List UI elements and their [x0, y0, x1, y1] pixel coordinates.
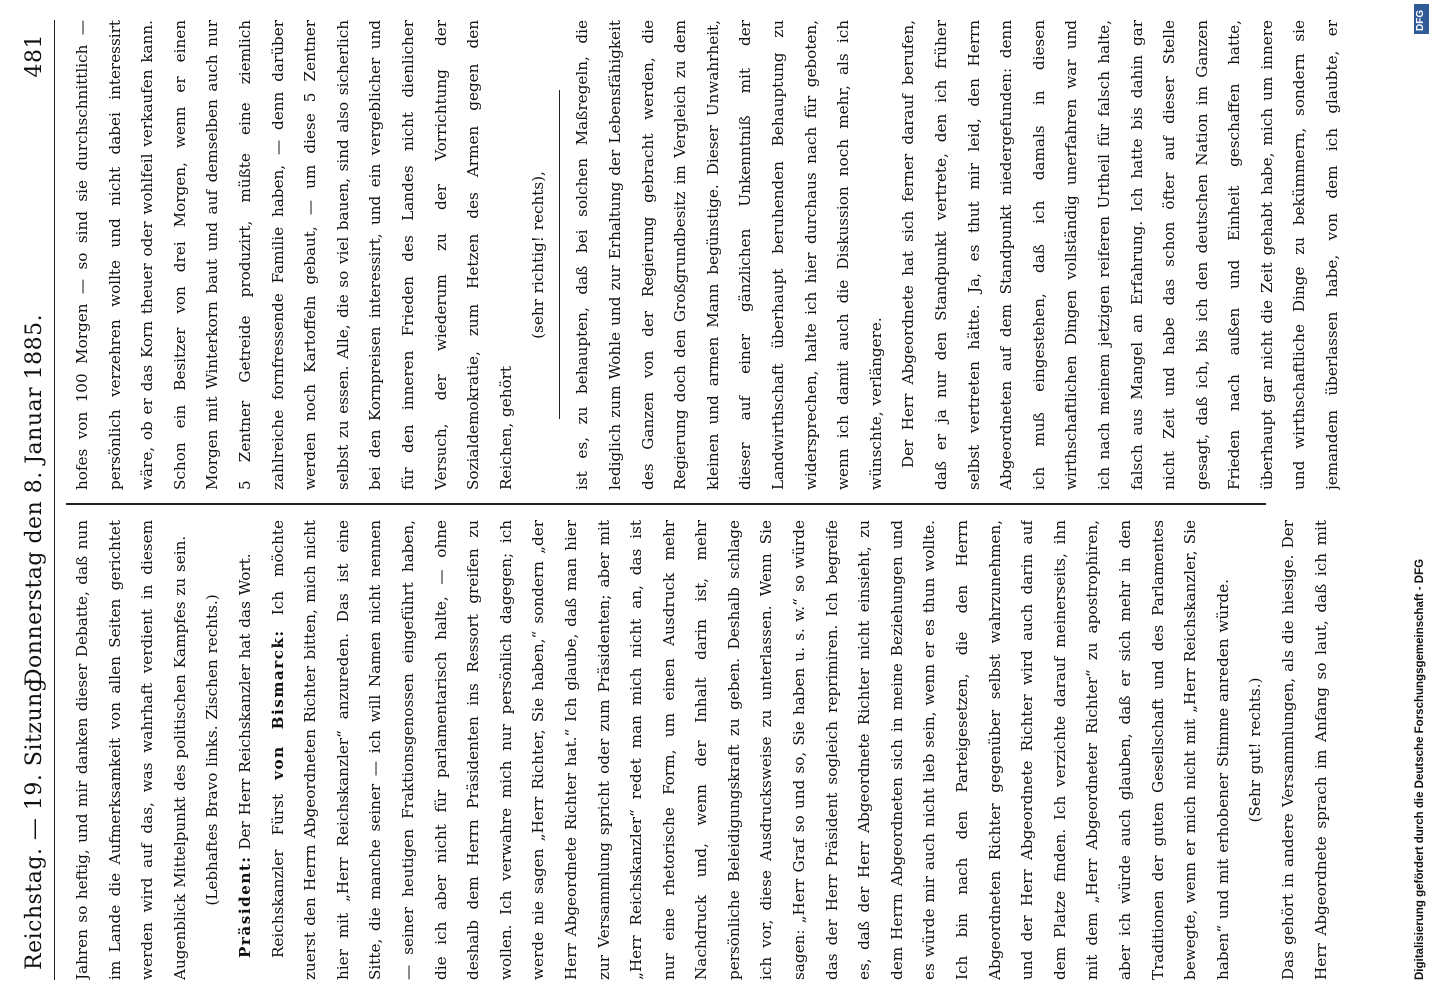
speaker-name: Präsident: — [235, 855, 254, 958]
dfg-logo-text: DFG — [1415, 9, 1426, 31]
speaker-name: von Bismarck: — [268, 629, 287, 780]
paragraph — [229, 520, 262, 980]
digitization-credit — [1411, 0, 1431, 1000]
paragraph: Das gehört in andere Versammlungen, als die hiesige. Der Herr Abgeordnete sprach im Anfang so laut, daß ich mit — [1278, 520, 1330, 980]
column-right — [66, 20, 1346, 490]
speaker-title: Reichskanzler Fürst — [268, 793, 287, 958]
reaction-note: (Lebhaftes Bravo links. Zischen rechts.) — [203, 594, 222, 906]
credit-text: Digitalisierung gefördert durch die Deutsche Forschungsgemeinschaft - DFG — [1414, 558, 1426, 980]
paragraph-text: Der Herr Reichskanzler hat das Wort. — [235, 553, 254, 850]
paragraph: Der Herr Abgeordnete hat sich ferner darauf berufen, daß er ja nur den Standpunkt vertrete, den ich früher selbst vertreten hätte. Ja, es thut mir leid, den Herrn Abgeordneten auf dem Standpunkt niedergefunden: denn ich muß eingestehen, daß ich damals in diesen wirthschaftlichen Dingen vollständig unerfahren war und ich nach meinem jetzigen reiferen Urtheil für falsch halte, falsch aus Mangel an Erfahrung. Ich hatte bis dahin gar nicht Zeit und habe das schon öfter auf dieser Stelle gesagt, daß ich, bis ich den deutschen Nation im Ganzen Frieden nach außen und Einheit geschaffen hatte, überhaupt gar nicht die Zeit gehabt habe, mich um innere und wirthschaftliche Dinge zu bekümmern, sondern sie jemandem überlassen habe, von dem ich glaubte, er — [899, 20, 1342, 490]
column-divider — [66, 504, 1266, 506]
dfg-logo — [1414, 4, 1429, 34]
paragraph — [262, 520, 1240, 980]
header-date: Donnerstag den 8. Januar 1885. — [22, 313, 47, 687]
separator-line — [559, 91, 561, 420]
page-header — [18, 20, 55, 980]
header-session: Reichstag. — 19. Sitzung. — [22, 670, 47, 970]
paragraph: hofes von 100 Morgen — so sind sie durchschnittlich — persönlich verzehren wollte und nicht dabei interessirt wäre, ob er das Korn theuer oder wohlfeil verkaufen kann. Schon ein Besitzer von drei Morgen, wenn er einen Morgen mit Winterkorn baut und auf demselben auch nur 5 Zentner Getreide produzirt, müßte eine ziemlich zahlreiche fornfressende Familie haben, — denn darüber werden noch Kartoffeln gebaut, — um diese 5 Zentner selbst zu essen. Alle, die so viel bauen, sind also sicherlich bei den Kornpreisen interessirt, und ein vergeblicher und für den inneren Frieden des Landes nicht dienlicher Versuch, der wiederum zu der Vorrichtung der Sozialdemokratie, zum Hetzen des Armen gegen den Reichen, gehört — [73, 20, 515, 490]
paragraph-text: Ich möchte zuerst den Herrn Abgeordneten Richter bitten, mich nicht hier mit „Herr Reichskanzler“ anzureden. Das ist eine Sitte, die manche seiner — ich will Namen nicht nennen — seiner heutigen Fraktionsgenossen eingeführt haben, die ich aber nicht für parlamentarisch halte, — ohne deshalb dem Herrn Präsidenten ins Ressort greifen zu wollen. Ich verwahre mich nur persönlich dagegen; ich werde nie sagen „Herr Richter, Sie haben,“ sondern „der Herr Abgeordnete Richter hat.“ Ich glaube, daß man hier zur Versammlung spricht oder zum Präsidenten; aber mit „Herr Reichskanzler“ redet man mich nicht an, das ist nur eine rhetorische Form, um einen Ausdruck mehr Nachdruck und, wenn der Inhalt darin ist, mehr persönliche Beleidigungskraft zu geben. Deshalb schlage ich vor, diese Ausdrucksweise zu unterlassen. Wenn Sie sagen: „Herr Graf so und so, Sie haben u. s. w.“ so würde das der Herr Präsident sogleich reprimiren. Ich begreife es, daß der Herr Abgeordnete Richter nicht einsieht, zu dem Herrn Abgeordneten sich in meine Beziehungen und es würde mir auch nicht lieb sein, wenn er es thun wollte. Ich bin nach den Parteigesetzen, die den Herrn Abgeordneten Richter gegenüber selbst wahrzunehmen, und der Herr Abgeordnete Richter wird auch darin auf dem Platze finden. Ich verzichte darauf meinerseits, ihn mit dem „Herr Abgeordneter Richter“ zu apostrophiren, aber ich würde auch glauben, daß er sich mehr in den Traditionen der guten Gesellschaft und des Parlamentes bewegte, wenn er mich nicht mit „Herr Reichskanzler, Sie haben“ und mit erhobener Stimme anreden würde. — [268, 520, 1232, 980]
reaction-note: (sehr richtig! rechts), — [529, 171, 548, 339]
page-number: 481 — [22, 34, 47, 78]
paragraph: Jahren so heftig, und mir danken dieser Debatte, daß nun im Lande die Aufmerksamkeit von allen Seiten gerichtet werden wird auf das, was wahrhaft verdient in diesem Augenblick Mittelpunkt des politischen Kampfes zu sein. — [73, 520, 189, 980]
paragraph: ist es, zu behaupten, daß bei solchen Maßregeln, die lediglich zum Wohle und zur Erhaltung der Lebensfähigkeit des Ganzen von der Regierung gebracht werden, die Regierung doch den Großgrundbesitz im Vergleich zu dem kleinen und armen Mann begünstige. Dieser Unwahrheit, dieser auf einer gänzlichen Unkenntniß mit der Landwirthschaft überhaupt beruhenden Behauptung zu widersprechen, halte ich hier durchaus nach für geboten, wenn ich damit auch die Diskussion noch mehr, als ich wünschte, verlängere. — [573, 20, 885, 490]
reaction-note: (Sehr gut! rechts.) — [1246, 677, 1265, 823]
rotated-page-content — [10, 10, 1360, 990]
column-left — [66, 520, 1346, 980]
